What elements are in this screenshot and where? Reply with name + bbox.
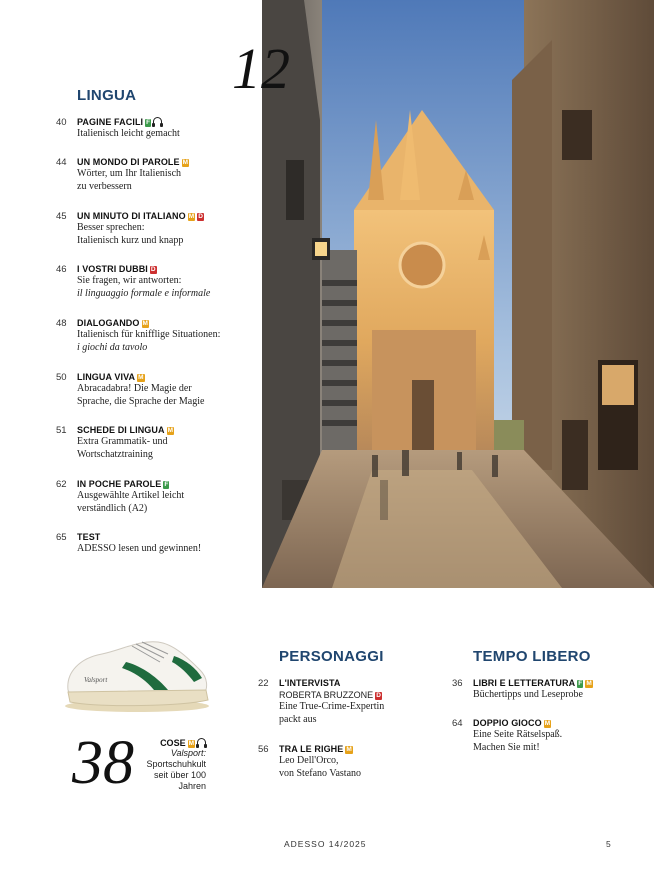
page-number: 40 [56, 117, 67, 128]
entry-subtitle: Büchertipps und Leseprobe [473, 689, 583, 700]
entry-title: L'INTERVISTA [279, 678, 341, 688]
page-number: 48 [56, 318, 67, 329]
entry-subtitle: il linguaggio formale e informale [77, 287, 211, 299]
sneaker-image [62, 632, 212, 714]
page-number: 65 [56, 532, 67, 543]
level-badge-m: M [586, 680, 592, 687]
svg-text:Valsport: Valsport [84, 676, 108, 684]
level-badge-m: M [138, 374, 144, 381]
level-badge-m: M [346, 746, 352, 753]
entry-title: DOPPIO GIOCO [473, 718, 542, 728]
entry-subtitle: Wortschatztraining [77, 448, 153, 460]
entry-subtitle: Italienisch leicht gemacht [77, 128, 180, 139]
page-number: 50 [56, 372, 67, 383]
entry-brand: Valsport: [170, 748, 206, 758]
entry-title: COSE [160, 738, 186, 748]
entry-title: TRA LE RIGHE [279, 744, 344, 754]
entry-subtitle: verständlich (A2) [77, 502, 148, 514]
entry-subtitle: Eine True-Crime-Expertin [279, 701, 385, 712]
level-badge-m: M [167, 427, 174, 434]
entry-subtitle: Abracadabra! Die Magie der [77, 383, 192, 394]
level-badge-f: F [578, 680, 583, 687]
level-badge-d: D [198, 213, 204, 220]
cover-photo-orvieto-cathedral [262, 0, 654, 588]
page-number: 46 [56, 264, 67, 275]
page-number: 22 [258, 678, 269, 689]
page-number: 36 [452, 678, 463, 689]
page-number: 56 [258, 744, 269, 755]
page-number: 44 [56, 157, 67, 168]
entry-subtitle: Eine Seite Rätselspaß. [473, 729, 563, 740]
footer-issue: ADESSO 14/2025 [284, 839, 367, 849]
entry-subtitle: Extra Grammatik- und [77, 436, 168, 447]
entry-subtitle: ADESSO lesen und gewinnen! [77, 543, 202, 554]
entry-title: PAGINE FACILI [77, 117, 144, 127]
entry-subtitle: von Stefano Vastano [279, 767, 362, 779]
level-badge-f: F [146, 119, 151, 126]
cose-page-number: 38 [72, 729, 134, 797]
entry-title: UN MINUTO DI ITALIANO [77, 211, 186, 221]
entry-subtitle: seit über 100 [153, 770, 206, 780]
entry-subtitle: Leo Dell'Orco, [279, 755, 339, 766]
entry-subtitle: Ausgewählte Artikel leicht [77, 490, 185, 501]
level-badge-m: M [142, 320, 149, 327]
entry-subtitle: Italienisch für knifflige Situationen: [77, 329, 221, 340]
entry-subtitle: i giochi da tavolo [77, 341, 148, 353]
entry-title: TEST [77, 532, 101, 542]
level-badge-d: D [150, 266, 156, 273]
level-badge-m: M [188, 213, 195, 220]
interviewee-name: ROBERTA BRUZZONE [279, 690, 374, 700]
page-number: 45 [56, 211, 67, 222]
entry-title: IN POCHE PAROLE [77, 479, 162, 489]
entry-title: UN MONDO DI PAROLE [77, 157, 180, 167]
entry-subtitle: Machen Sie mit! [473, 741, 540, 753]
level-badge-m: M [188, 740, 194, 747]
entry-subtitle: Sportschuhkult [146, 759, 206, 769]
entry-subtitle: zu verbessern [77, 180, 132, 192]
entry-subtitle: Besser sprechen: [77, 222, 145, 233]
level-badge-f: F [164, 481, 169, 488]
entry-title: SCHEDE DI LINGUA [77, 425, 165, 435]
page-number: 62 [56, 479, 67, 490]
entry-subtitle: Wörter, um Ihr Italienisch [77, 168, 182, 179]
toc-entry-cose[interactable] [134, 738, 206, 792]
entry-title: LIBRI E LETTERATURA [473, 678, 576, 688]
section-title-tempo-libero: TEMPO LIBERO [473, 648, 591, 665]
entry-subtitle: Sie fragen, wir antworten: [77, 275, 182, 286]
level-badge-d: D [376, 692, 381, 699]
level-badge-m: M [544, 720, 551, 727]
entry-subtitle: Italienisch kurz und knapp [77, 234, 184, 246]
headphones-icon [197, 738, 206, 746]
entry-subtitle: Jahren [178, 781, 206, 791]
entry-title: DIALOGANDO [77, 318, 140, 328]
headphones-icon [153, 117, 162, 125]
entry-title: I VOSTRI DUBBI [77, 264, 148, 274]
entry-title: LINGUA VIVA [77, 372, 136, 382]
level-badge-m: M [182, 159, 189, 166]
page-number: 51 [56, 425, 67, 436]
entry-subtitle: Sprache, die Sprache der Magie [77, 395, 205, 407]
footer-page-number: 5 [606, 839, 612, 849]
page-number: 64 [452, 718, 463, 729]
issue-page-number-decoration: 12 [232, 36, 290, 101]
section-title-lingua: LINGUA [77, 87, 137, 104]
entry-subtitle: packt aus [279, 713, 317, 725]
section-title-personaggi: PERSONAGGI [279, 648, 384, 665]
